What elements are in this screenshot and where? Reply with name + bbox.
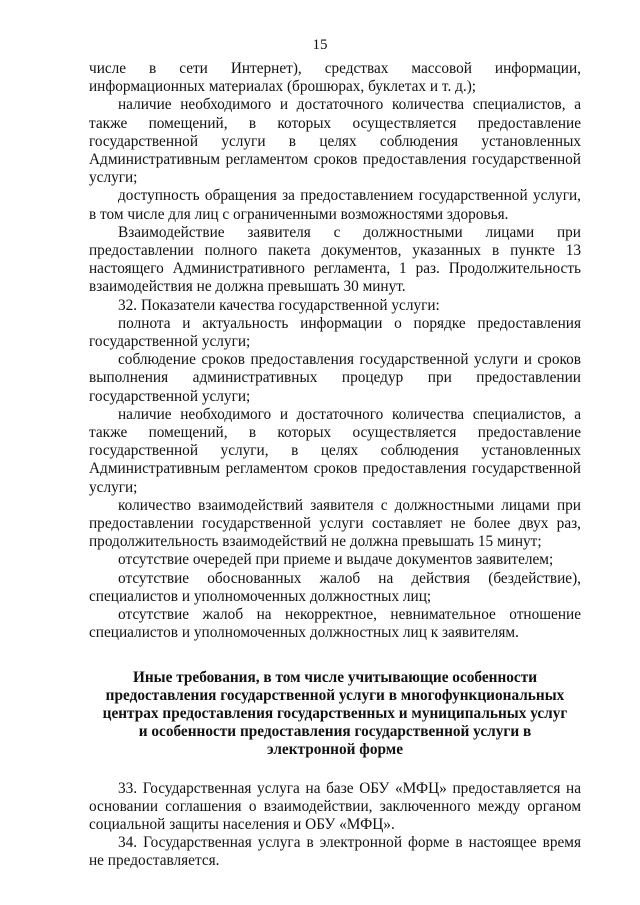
page-number: 15 bbox=[312, 37, 328, 53]
paragraph: отсутствие обоснованных жалоб на действия (бездействие), специалистов и уполномоченных должностных лиц; bbox=[89, 569, 581, 605]
paragraph: наличие необходимого и достаточного количества специалистов, а также помещений, в которых осуществляется предоставление государственной услуги в целях соблюдения установленных Административным регламентом сроков предоставления государственной услуги; bbox=[89, 96, 581, 187]
paragraph-item-33: 33. Государственная услуга на базе ОБУ «МФЦ» предоставляется на основании соглашения о взаимодействии, заключенного между органом социальной защиты населения и ОБУ «МФЦ». bbox=[89, 779, 581, 833]
document-body bbox=[89, 60, 581, 871]
paragraph: отсутствие жалоб на некорректное, невнимательное отношение специалистов и уполномоченных должностных лиц к заявителям. bbox=[89, 606, 581, 642]
paragraph-continuation: числе в сети Интернет), средствах массовой информации, информационных материалах (брошюрах, буклетах и т. д.); bbox=[89, 60, 581, 96]
paragraph: соблюдение сроков предоставления государственной услуги и сроков выполнения административных процедур при предоставлении государственной услуги; bbox=[89, 351, 581, 405]
paragraph: количество взаимодействий заявителя с должностными лицами при предоставлении государственной услуги составляет не более двух раз, продолжительность взаимодействий не должна превышать 15 минут; bbox=[89, 496, 581, 551]
paragraph-item-32: 32. Показатели качества государственной услуги: bbox=[118, 296, 440, 314]
paragraph: отсутствие очередей при приеме и выдаче документов заявителем; bbox=[118, 551, 554, 569]
section-heading: Иные требования, в том числе учитывающие особенности предоставления государственной услуги в многофункциональных центрах предоставления государственных и муниципальных услуг и особенности предоставления государственной услуги в электронной форме bbox=[102, 668, 568, 759]
paragraph: полнота и актуальность информации о порядке предоставления государственной услуги; bbox=[89, 314, 581, 351]
paragraph: Взаимодействие заявителя с должностными лицами при предоставлении полного пакета документов, указанных в пункте 13 настоящего Административного регламента, 1 раз. Продолжительность взаимодействия не должна превышать 30 минут. bbox=[89, 223, 581, 296]
paragraph-item-34: 34. Государственная услуга в электронной форме в настоящее время не предоставляется. bbox=[89, 834, 581, 870]
paragraph: наличие необходимого и достаточного количества специалистов, а также помещений, в которых осуществляется предоставление государственной услуги, в целях соблюдения установленных Административным регламентом сроков предоставления государственной услуги; bbox=[89, 405, 581, 496]
paragraph: доступность обращения за предоставлением государственной услуги, в том числе для лиц с ограниченными возможностями здоровья. bbox=[89, 187, 581, 223]
